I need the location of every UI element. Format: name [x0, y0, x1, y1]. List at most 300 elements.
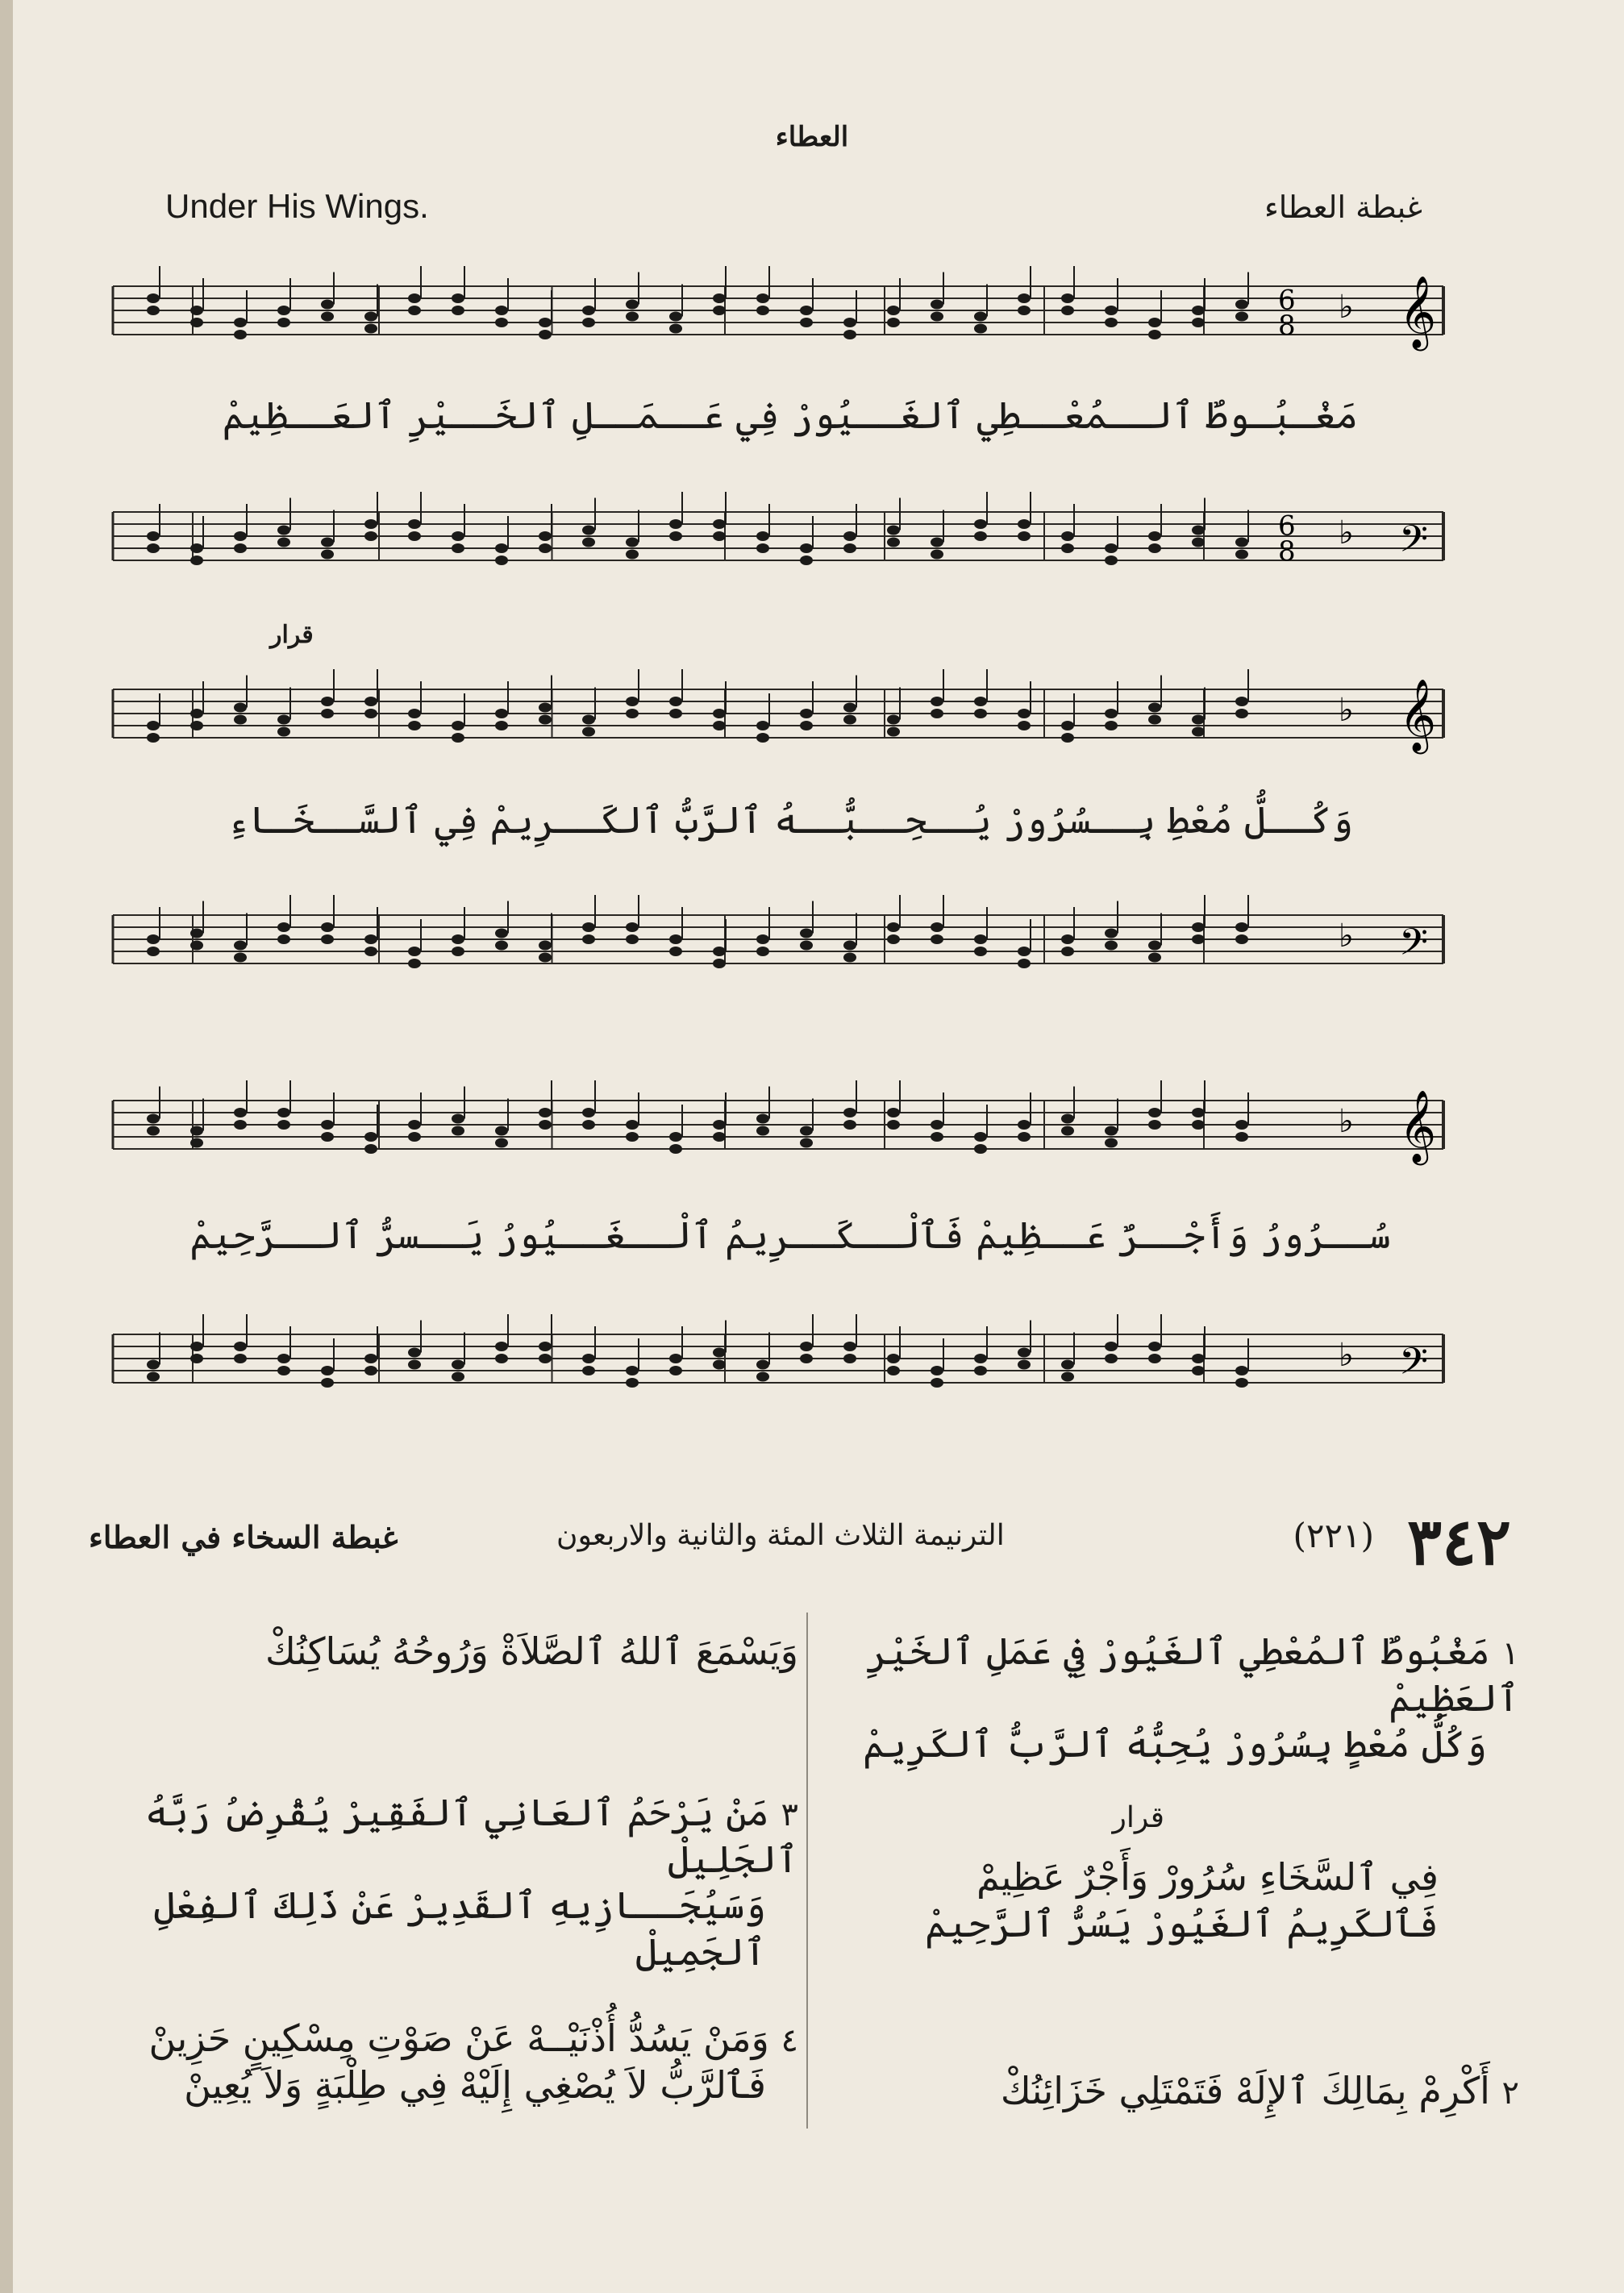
- notehead: [669, 531, 682, 541]
- notehead: [234, 1354, 247, 1363]
- notehead: [1061, 306, 1074, 315]
- notehead: [756, 1372, 769, 1382]
- notehead: [1192, 1354, 1205, 1363]
- notehead: [234, 318, 247, 327]
- notehead: [1192, 538, 1205, 547]
- notehead: [887, 318, 900, 327]
- notehead: [539, 330, 552, 339]
- notehead: [887, 715, 900, 725]
- notehead: [321, 1366, 334, 1375]
- hymn-title: الترنيمة الثلاث المئة والثانية والاربعون: [556, 1519, 1005, 1552]
- notehead: [539, 1108, 552, 1117]
- notehead: [1148, 330, 1161, 339]
- notehead: [800, 1342, 813, 1351]
- notehead: [321, 550, 334, 560]
- verse-line: [810, 1629, 1519, 1721]
- time-signature-bottom: 8: [1278, 310, 1296, 342]
- notehead: [190, 556, 203, 565]
- notehead: [1148, 1120, 1161, 1130]
- notehead: [1235, 550, 1248, 560]
- notehead: [495, 318, 508, 327]
- notehead: [1235, 312, 1248, 322]
- notehead: [1018, 519, 1031, 529]
- notehead: [539, 715, 552, 725]
- notehead: [887, 1366, 900, 1375]
- verse-4: [89, 2016, 798, 2108]
- time-signature-top: 6: [1278, 510, 1296, 543]
- notehead: [974, 1354, 987, 1363]
- notehead: [974, 697, 987, 706]
- notehead: [887, 934, 900, 944]
- notehead: [626, 1132, 639, 1142]
- notehead: [495, 709, 508, 718]
- notehead: [1018, 1360, 1031, 1370]
- page-edge: [0, 0, 13, 2293]
- notehead: [1061, 721, 1074, 730]
- notehead: [452, 543, 464, 553]
- notehead: [669, 709, 682, 718]
- notehead: [756, 947, 769, 956]
- notehead: [452, 1126, 464, 1136]
- notehead: [1061, 1126, 1074, 1136]
- page-header: العطاء: [775, 121, 849, 153]
- notehead: [234, 1342, 247, 1351]
- notehead: [582, 934, 595, 944]
- notehead: [147, 1126, 160, 1136]
- notehead: [931, 697, 943, 706]
- notehead: [190, 306, 203, 315]
- notehead: [1061, 733, 1074, 743]
- notehead: [539, 953, 552, 963]
- notehead: [364, 934, 377, 944]
- notehead: [756, 531, 769, 541]
- notehead: [1235, 1378, 1248, 1388]
- notehead: [1192, 526, 1205, 535]
- notehead: [321, 1132, 334, 1142]
- notehead: [452, 1360, 464, 1370]
- bass-clef-icon: 𝄢: [1399, 921, 1429, 973]
- notehead: [756, 733, 769, 743]
- notehead: [1018, 306, 1031, 315]
- notehead: [1061, 934, 1074, 944]
- staff-bass-3: [81, 1306, 1476, 1411]
- flat-icon: ♭: [1339, 692, 1354, 729]
- notehead: [147, 733, 160, 743]
- lyric-line-2: وَكُــلُّ مُعْطِ بِــسُرُورْ يُــحِــبُّــهُ ٱلرَّبُّ ٱلكَــرِيمْ فِي ٱلسَّــخَـاءِ: [227, 798, 1354, 842]
- notehead: [713, 959, 726, 968]
- notehead: [669, 1144, 682, 1154]
- notehead: [190, 318, 203, 327]
- notehead: [669, 324, 682, 334]
- verse-2-continued: [89, 1629, 798, 1675]
- notehead: [669, 519, 682, 529]
- notehead: [887, 1120, 900, 1130]
- notehead: [713, 1348, 726, 1358]
- refrain-text: [874, 1854, 1439, 1947]
- notehead: [1235, 709, 1248, 718]
- treble-clef-icon: 𝄞: [1399, 276, 1437, 348]
- notehead: [495, 941, 508, 951]
- tune-name-arabic: غبطة العطاء: [1264, 189, 1422, 225]
- notehead: [408, 293, 421, 303]
- notehead: [1018, 947, 1031, 956]
- notehead: [452, 531, 464, 541]
- notehead: [452, 1114, 464, 1124]
- notehead: [800, 1354, 813, 1363]
- notehead: [1105, 306, 1118, 315]
- refrain-marker: قرار: [270, 621, 314, 649]
- notehead: [1018, 293, 1031, 303]
- notehead: [495, 543, 508, 553]
- bass-clef-icon: 𝄢: [1399, 1340, 1429, 1392]
- notehead: [1192, 922, 1205, 932]
- notehead: [277, 922, 290, 932]
- notehead: [234, 953, 247, 963]
- notehead: [452, 721, 464, 730]
- notehead: [234, 531, 247, 541]
- notehead: [626, 538, 639, 547]
- notehead: [277, 526, 290, 535]
- notehead: [321, 1120, 334, 1130]
- notehead: [1018, 531, 1031, 541]
- notehead: [147, 1360, 160, 1370]
- notehead: [713, 1120, 726, 1130]
- notehead: [539, 543, 552, 553]
- flat-icon: ♭: [1339, 1337, 1354, 1374]
- notehead: [800, 318, 813, 327]
- notehead: [1235, 697, 1248, 706]
- notehead: [582, 1354, 595, 1363]
- notehead: [974, 312, 987, 322]
- notehead: [1018, 1348, 1031, 1358]
- notehead: [800, 709, 813, 718]
- notehead: [277, 538, 290, 547]
- notehead: [539, 318, 552, 327]
- notehead: [713, 721, 726, 730]
- notehead: [1148, 543, 1161, 553]
- refrain-line: فَٱلكَرِيمُ ٱلغَيُورْ يَسُرُّ ٱلرَّحِيمْ: [925, 1901, 1439, 1946]
- notehead: [452, 934, 464, 944]
- notehead: [931, 934, 943, 944]
- notehead: [843, 1354, 856, 1363]
- notehead: [321, 709, 334, 718]
- notehead: [190, 1138, 203, 1148]
- notehead: [190, 1342, 203, 1351]
- verse-2: [810, 2068, 1519, 2115]
- notehead: [582, 318, 595, 327]
- notehead: [582, 715, 595, 725]
- notehead: [277, 318, 290, 327]
- notehead: [1018, 721, 1031, 730]
- notehead: [931, 300, 943, 310]
- verse-3: [89, 1790, 798, 1975]
- verse-text: وَسَيُجَــازِيهِ ٱلقَدِيرْ عَنْ ذَلِكَ ٱلفِعْلِ ٱلجَمِيلْ: [153, 1883, 766, 1974]
- verse-number: ٣: [781, 1796, 798, 1833]
- staff-treble-1: [81, 258, 1476, 363]
- notehead: [843, 330, 856, 339]
- notehead: [452, 1372, 464, 1382]
- notehead: [800, 543, 813, 553]
- staff-bass-1: [81, 484, 1476, 589]
- notehead: [190, 543, 203, 553]
- notehead: [1148, 941, 1161, 951]
- verse-text: وَكُلُّ مُعْطٍ بِسُرُورْ يُحِبُّهُ ٱلرَّبُّ ٱلكَرِيمْ: [863, 1722, 1487, 1766]
- notehead: [974, 531, 987, 541]
- notehead: [1061, 1372, 1074, 1382]
- notehead: [408, 721, 421, 730]
- notehead: [713, 519, 726, 529]
- notehead: [800, 1126, 813, 1136]
- notehead: [495, 556, 508, 565]
- notehead: [887, 922, 900, 932]
- notehead: [495, 1138, 508, 1148]
- notehead: [190, 929, 203, 938]
- notehead: [1148, 318, 1161, 327]
- notehead: [1148, 531, 1161, 541]
- notehead: [147, 721, 160, 730]
- notehead: [669, 1366, 682, 1375]
- bass-clef-icon: 𝄢: [1399, 518, 1429, 570]
- notehead: [1148, 703, 1161, 713]
- notehead: [495, 1126, 508, 1136]
- notehead: [974, 1132, 987, 1142]
- notehead: [364, 697, 377, 706]
- notehead: [277, 727, 290, 737]
- notehead: [234, 715, 247, 725]
- notehead: [234, 330, 247, 339]
- notehead: [1192, 727, 1205, 737]
- notehead: [974, 947, 987, 956]
- verse-text: مَنْ يَرْحَمُ ٱلعَانِي ٱلفَقِيرْ يُقْرِضُ رَبَّهُ ٱلجَلِيلْ: [144, 1791, 798, 1881]
- notehead: [147, 306, 160, 315]
- notehead: [364, 709, 377, 718]
- notehead: [364, 947, 377, 956]
- notehead: [364, 519, 377, 529]
- notehead: [800, 721, 813, 730]
- notehead: [277, 1354, 290, 1363]
- notehead: [756, 293, 769, 303]
- notehead: [626, 1120, 639, 1130]
- notehead: [452, 733, 464, 743]
- notehead: [1018, 959, 1031, 968]
- hymn-number: ٣٤٢: [1407, 1504, 1511, 1579]
- staff-bass-2: [81, 887, 1476, 992]
- notehead: [408, 1360, 421, 1370]
- notehead: [147, 531, 160, 541]
- notehead: [1192, 306, 1205, 315]
- notehead: [190, 709, 203, 718]
- flat-icon: ♭: [1339, 1103, 1354, 1140]
- notehead: [364, 1144, 377, 1154]
- notehead: [408, 1120, 421, 1130]
- notehead: [887, 538, 900, 547]
- notehead: [1105, 941, 1118, 951]
- notehead: [277, 1366, 290, 1375]
- notehead: [495, 721, 508, 730]
- notehead: [931, 312, 943, 322]
- notehead: [974, 324, 987, 334]
- notehead: [452, 293, 464, 303]
- notehead: [974, 1366, 987, 1375]
- notehead: [321, 300, 334, 310]
- notehead: [147, 947, 160, 956]
- notehead: [931, 1366, 943, 1375]
- verse-number: ٤: [781, 2022, 798, 2059]
- notehead: [713, 306, 726, 315]
- notehead: [408, 709, 421, 718]
- notehead: [756, 306, 769, 315]
- notehead: [669, 934, 682, 944]
- notehead: [234, 1120, 247, 1130]
- notehead: [234, 703, 247, 713]
- notehead: [1105, 1126, 1118, 1136]
- notehead: [843, 941, 856, 951]
- notehead: [1061, 543, 1074, 553]
- notehead: [931, 1132, 943, 1142]
- notehead: [756, 1114, 769, 1124]
- lyric-line-3: سُــرُورُ وَأَجْــرٌ عَــظِيمْ فَٱلْــكَــرِيمُ ٱلْــغَــيُورُ يَــسرُّ ٱلــرَّحِيمْ: [189, 1213, 1391, 1257]
- notehead: [626, 697, 639, 706]
- notehead: [931, 709, 943, 718]
- notehead: [495, 1354, 508, 1363]
- notehead: [364, 324, 377, 334]
- notehead: [582, 538, 595, 547]
- notehead: [626, 934, 639, 944]
- notehead: [1192, 1120, 1205, 1130]
- notehead: [147, 1372, 160, 1382]
- notehead: [364, 1354, 377, 1363]
- notehead: [364, 312, 377, 322]
- notehead: [408, 1348, 421, 1358]
- notehead: [756, 1360, 769, 1370]
- notehead: [974, 934, 987, 944]
- notehead: [1148, 1108, 1161, 1117]
- notehead: [582, 1120, 595, 1130]
- notehead: [713, 1132, 726, 1142]
- notehead: [582, 727, 595, 737]
- notehead: [277, 715, 290, 725]
- notehead: [1235, 934, 1248, 944]
- time-signature-top: 6: [1278, 284, 1296, 317]
- notehead: [321, 312, 334, 322]
- notehead: [1061, 531, 1074, 541]
- notehead: [1192, 1366, 1205, 1375]
- notehead: [1192, 1108, 1205, 1117]
- notehead: [713, 531, 726, 541]
- notehead: [1192, 934, 1205, 944]
- notehead: [1105, 318, 1118, 327]
- notehead: [1235, 922, 1248, 932]
- notehead: [539, 941, 552, 951]
- notehead: [1105, 1354, 1118, 1363]
- notehead: [974, 1144, 987, 1154]
- notehead: [800, 306, 813, 315]
- notehead: [321, 538, 334, 547]
- notehead: [800, 1138, 813, 1148]
- treble-clef-icon: 𝄞: [1399, 1090, 1437, 1163]
- notehead: [626, 709, 639, 718]
- notehead: [539, 703, 552, 713]
- hymn-alt-number: (٢٢١): [1293, 1516, 1374, 1555]
- notehead: [887, 727, 900, 737]
- verse-number: ١: [1501, 1635, 1519, 1672]
- verse-text: وَيَسْمَعَ ٱللهُ ٱلصَّلاَةْ وَرُوحُهُ يُسَاكِنُكْ: [264, 1629, 798, 1673]
- refrain-label: قرار: [1112, 1801, 1164, 1834]
- notehead: [539, 531, 552, 541]
- notehead: [800, 941, 813, 951]
- notehead: [974, 709, 987, 718]
- notehead: [495, 1342, 508, 1351]
- notehead: [582, 922, 595, 932]
- notehead: [408, 1132, 421, 1142]
- notehead: [582, 1366, 595, 1375]
- notehead: [321, 1378, 334, 1388]
- notehead: [626, 300, 639, 310]
- lyric-line-1: مَغْـبُـوطٌ ٱلــمُعْــطِي ٱلغَــيُورْ فِي عَــمَــلِ ٱلخَــيْرِ ٱلعَــظِيمْ: [222, 393, 1359, 437]
- notehead: [1061, 293, 1074, 303]
- verse-number: ٢: [1501, 2075, 1519, 2112]
- notehead: [277, 1108, 290, 1117]
- notehead: [887, 306, 900, 315]
- notehead: [1105, 1342, 1118, 1351]
- notehead: [843, 543, 856, 553]
- notehead: [843, 953, 856, 963]
- notehead: [408, 306, 421, 315]
- notehead: [756, 1126, 769, 1136]
- notehead: [364, 1366, 377, 1375]
- flat-icon: ♭: [1339, 514, 1354, 551]
- notehead: [452, 306, 464, 315]
- notehead: [931, 922, 943, 932]
- notehead: [843, 1120, 856, 1130]
- verse-line: [810, 1721, 1487, 1768]
- notehead: [582, 306, 595, 315]
- notehead: [756, 721, 769, 730]
- notehead: [495, 306, 508, 315]
- staff-treble-3: [81, 1072, 1476, 1177]
- notehead: [843, 531, 856, 541]
- notehead: [626, 922, 639, 932]
- notehead: [1235, 1366, 1248, 1375]
- notehead: [1235, 300, 1248, 310]
- notehead: [190, 1126, 203, 1136]
- notehead: [887, 1354, 900, 1363]
- verse-text: مَغْبُوطٌ ٱلمُعْطِي ٱلغَيُورْ فِي عَمَلِ ٱلخَيْرِ ٱلعَظِيمْ: [865, 1629, 1519, 1720]
- verse-text: أَكْرِمْ بِمَالِكَ ٱلإِلَهْ فَتَمْتَلِي خَزَائِنُكْ: [1000, 2069, 1490, 2112]
- notehead: [408, 531, 421, 541]
- notehead: [1105, 929, 1118, 938]
- tune-name-english: Under His Wings.: [165, 187, 429, 225]
- notehead: [1235, 538, 1248, 547]
- notehead: [800, 556, 813, 565]
- notehead: [974, 519, 987, 529]
- notehead: [843, 1108, 856, 1117]
- refrain-line: فِي ٱلسَّخَاءِ سُرُورْ وَأَجْرٌ عَظِيمْ: [976, 1855, 1439, 1899]
- notehead: [626, 550, 639, 560]
- notehead: [1105, 1138, 1118, 1148]
- staff-lines: [113, 286, 1443, 335]
- notehead: [408, 959, 421, 968]
- notehead: [147, 543, 160, 553]
- notehead: [234, 1108, 247, 1117]
- notehead: [364, 531, 377, 541]
- notehead: [582, 526, 595, 535]
- staff-lines: [113, 1334, 1443, 1383]
- notehead: [277, 1120, 290, 1130]
- notehead: [190, 941, 203, 951]
- notehead: [713, 1360, 726, 1370]
- notehead: [234, 941, 247, 951]
